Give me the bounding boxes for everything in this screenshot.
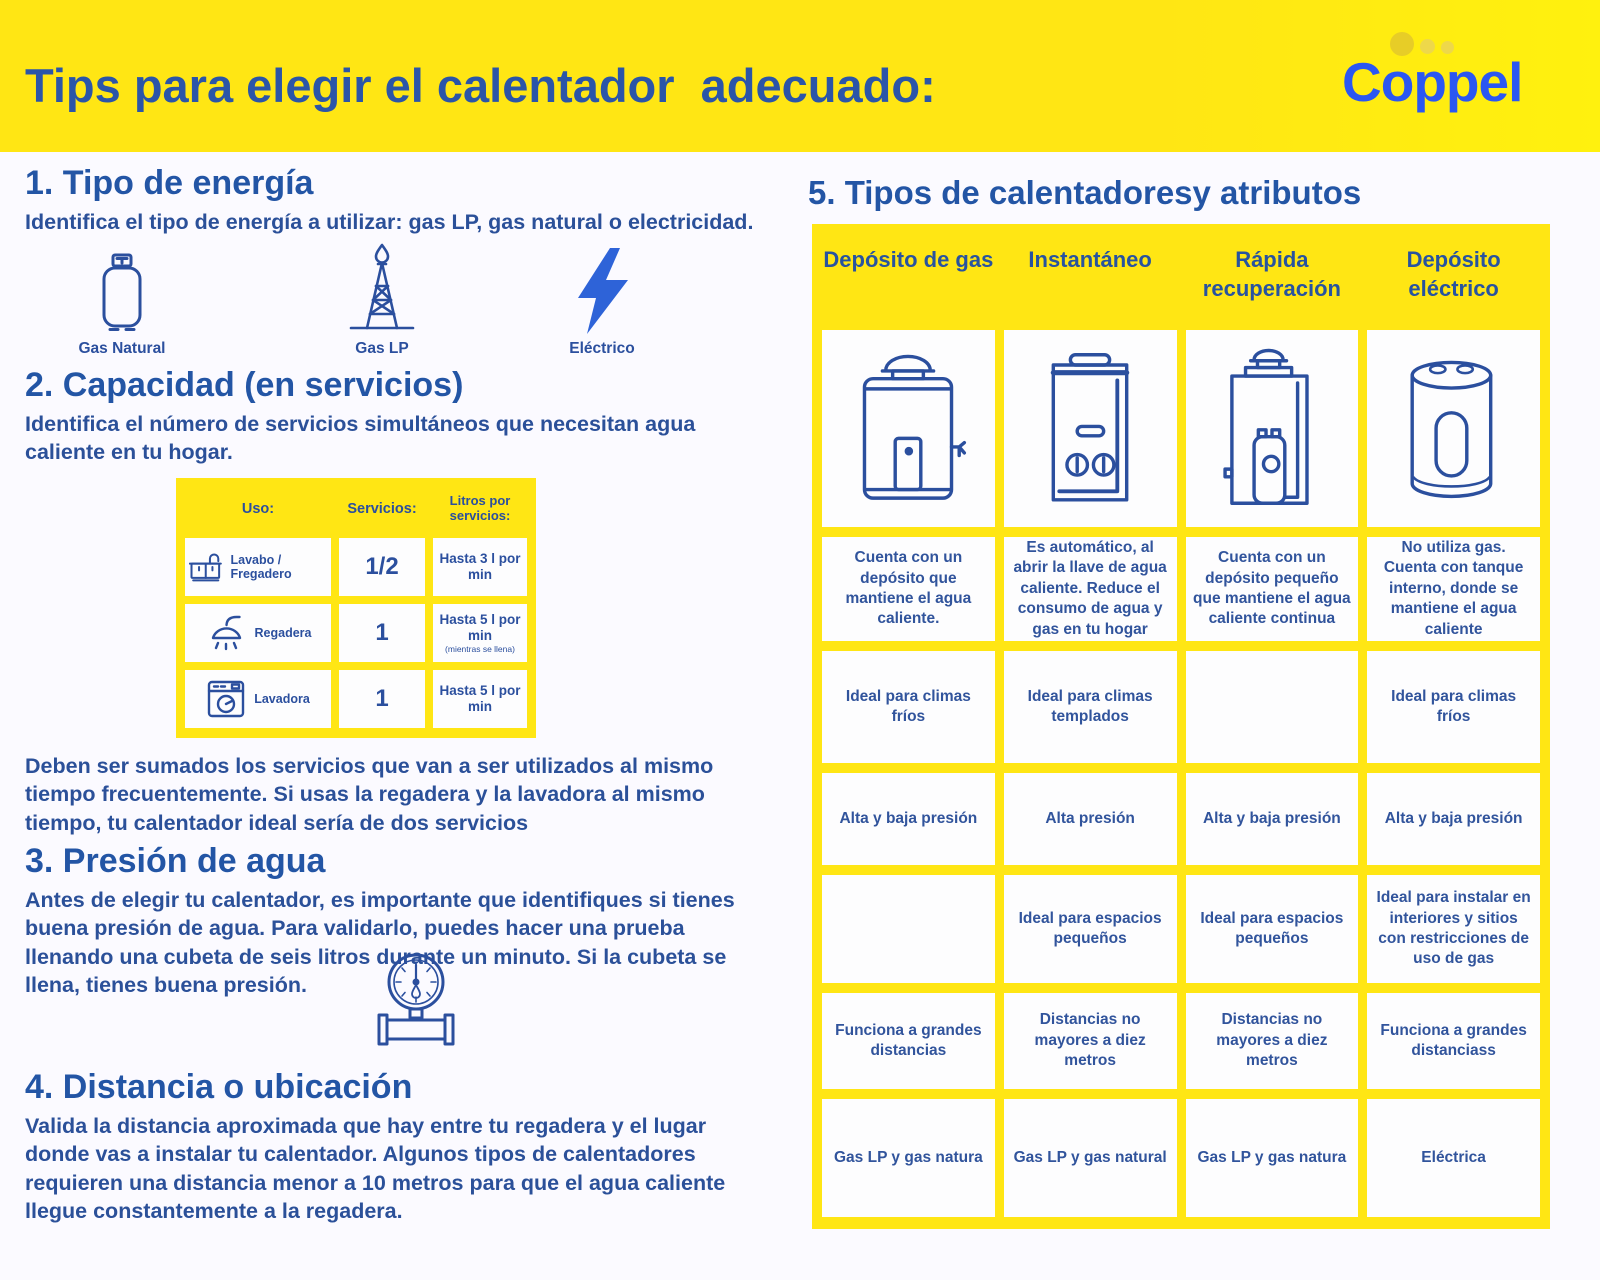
heater-cell: Ideal para climas templados: [1004, 651, 1177, 763]
section2-heading: 2. Capacidad (en servicios): [25, 366, 464, 404]
heater-types-table: [812, 224, 1550, 1229]
deposito-gas-heater-icon: [844, 345, 972, 513]
litros-value: Hasta 3 l por min: [439, 550, 521, 582]
heater-cell: Alta y baja presión: [822, 773, 995, 865]
heater-cell: Gas LP y gas natural: [1004, 1099, 1177, 1217]
heater-cell: Ideal para espacios pequeños: [1004, 875, 1177, 983]
pressure-gauge: [370, 952, 462, 1048]
litros-value: Hasta 5 l por min: [439, 611, 521, 643]
uso-label: Lavabo / Fregadero: [230, 552, 292, 581]
heater-cell: Funciona a grandes distanciass: [1367, 993, 1540, 1089]
heater-cell: Alta y baja presión: [1186, 773, 1359, 865]
capacity-col-header: Litros por servicios:: [449, 493, 511, 523]
shower-icon: [205, 614, 247, 652]
heater-col-header: Rápida recuperación: [1202, 247, 1341, 301]
heater-cell: Distancias no mayores a diez metros: [1004, 993, 1177, 1089]
section1-heading: 1. Tipo de energía: [25, 164, 314, 202]
heater-cell: Gas LP y gas natura: [1186, 1099, 1359, 1217]
heater-cell: Alta y baja presión: [1367, 773, 1540, 865]
energy-electrico: [532, 248, 672, 358]
heater-cell: Eléctrica: [1367, 1099, 1540, 1217]
heater-icon-cell: [822, 330, 995, 527]
sink-icon: [189, 548, 222, 586]
deposito-electrico-heater-icon: [1390, 345, 1518, 513]
energy-gas-lp: [312, 242, 452, 358]
section4-body: Valida la distancia aproximada que hay entre tu regadera y el lugar donde vas a instalar tu calentador. Algunos tipos de calentadores requieren una distancia menor a 10 metros para que el agua caliente llegue constantemente a la regadera.: [25, 1114, 726, 1224]
coppel-logo: [1320, 14, 1540, 134]
heater-cell: [1186, 651, 1359, 763]
gas-cylinder-icon: [93, 250, 151, 334]
section4-heading: 4. Distancia o ubicación: [25, 1068, 413, 1106]
heater-cell: Ideal para climas fríos: [822, 651, 995, 763]
section1-body: Identifica el tipo de energía a utilizar: gas LP, gas natural o electricidad.: [25, 210, 754, 234]
rapida-recuperacion-heater-icon: [1208, 345, 1336, 513]
heater-cell: Ideal para climas fríos: [1367, 651, 1540, 763]
section3-body: Antes de elegir tu calentador, es importante que identifiques si tienes buena presión de agua. Para validarlo, puedes hacer una prueba llenando una cubeta de seis litros durante un minuto. Si la cubeta se llena, tienes buena presión.: [25, 888, 735, 998]
heater-cell: [822, 875, 995, 983]
capacity-table: [176, 478, 536, 738]
table-row-servicios: 1/2: [339, 538, 425, 596]
heater-cell: Es automático, al abrir la llave de agua caliente. Reduce el consumo de agua y gas en tu hogar: [1004, 537, 1177, 641]
heater-cell: Alta presión: [1004, 773, 1177, 865]
heater-cell: Cuenta con un depósito pequeño que mantiene el agua caliente continua: [1186, 537, 1359, 641]
table-row-servicios: 1: [339, 670, 425, 728]
energy-label: Gas LP: [355, 340, 409, 357]
heater-icon-cell: [1186, 330, 1359, 527]
heater-cell: Ideal para espacios pequeños: [1186, 875, 1359, 983]
instantaneo-heater-icon: [1026, 345, 1154, 513]
section2-body: Identifica el número de servicios simultáneos que necesitan agua caliente en tu hogar.: [25, 412, 708, 465]
brand-name: Coppel: [1342, 51, 1523, 113]
pressure-gauge-icon: [370, 952, 462, 1048]
heater-col-header: Depósito eléctrico: [1406, 247, 1501, 301]
heater-col-header: Depósito de gas: [823, 247, 994, 272]
litros-value: Hasta 5 l por min: [439, 682, 521, 714]
washer-icon: [206, 679, 246, 719]
gas-derrick-icon: [349, 242, 415, 334]
section2-footnote: Deben ser sumados los servicios que van a ser utilizados al mismo tiempo frecuentemente. Si usas la regadera y la lavadora al mismo tiempo, tu calentador ideal sería de dos servicios: [25, 754, 714, 835]
page-title: Tips para elegir el calentador adecuado:: [25, 59, 936, 112]
uso-label: Lavadora: [254, 691, 310, 706]
table-row-uso: [185, 670, 331, 728]
table-row-uso: [185, 538, 331, 596]
table-row-litros: [433, 538, 527, 596]
heater-cell: Gas LP y gas natura: [822, 1099, 995, 1217]
capacity-col-header: Uso:: [241, 500, 275, 517]
table-row-litros: [433, 670, 527, 728]
lightning-bolt-icon: [570, 248, 634, 334]
heater-cell: Cuenta con un depósito que mantiene el agua caliente.: [822, 537, 995, 641]
litros-note: (mientras se llena): [445, 644, 515, 655]
table-row-uso: [185, 604, 331, 662]
section3-heading: 3. Presión de agua: [25, 842, 326, 880]
section5-heading: 5. Tipos de calentadoresy atributos: [808, 174, 1362, 211]
table-row-servicios: 1: [339, 604, 425, 662]
energy-gas-natural: [52, 250, 192, 358]
uso-label: Regadera: [254, 625, 312, 640]
heater-cell: No utiliza gas. Cuenta con tanque interno, donde se mantiene el agua caliente: [1367, 537, 1540, 641]
heater-icon-cell: [1367, 330, 1540, 527]
table-row-litros: [433, 604, 527, 662]
heater-col-header: Instantáneo: [1028, 247, 1152, 272]
heater-icon-cell: [1004, 330, 1177, 527]
heater-cell: Distancias no mayores a diez metros: [1186, 993, 1359, 1089]
energy-label: Eléctrico: [569, 340, 635, 357]
heater-cell: Ideal para instalar en interiores y sitios con restricciones de uso de gas: [1367, 875, 1540, 983]
capacity-col-header: Servicios:: [347, 500, 417, 517]
energy-label: Gas Natural: [78, 340, 166, 357]
heater-cell: Funciona a grandes distancias: [822, 993, 995, 1089]
